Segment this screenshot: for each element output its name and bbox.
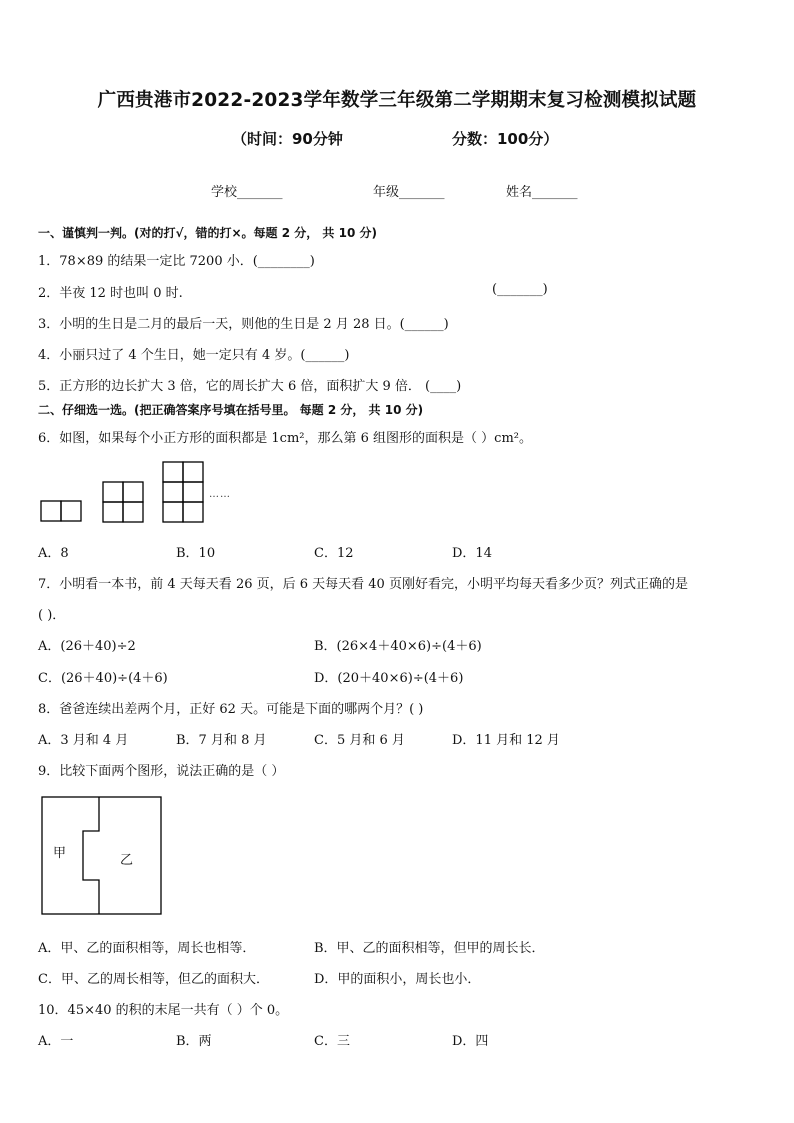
q9-option-a[interactable]: A．甲、乙的面积相等，周长也相等． [38, 941, 256, 956]
judge-question-5: 5．正方形的边长扩大 3 倍，它的周长扩大 6 倍，面积扩大 9 倍． (____) [38, 379, 462, 394]
q9-divider-line [83, 797, 99, 914]
q10-text: 10．45×40 的积的末尾一共有（ ）个 0。 [38, 1003, 289, 1018]
q10-option-b[interactable]: B．两 [176, 1034, 212, 1049]
q9-text: 9．比较下面两个图形，说法正确的是（ ） [38, 764, 285, 779]
q10-option-c[interactable]: C．三 [314, 1034, 350, 1049]
q6-ellipsis: …… [209, 489, 231, 500]
q8-option-c[interactable]: C．5 月和 6 月 [314, 733, 405, 748]
q7-text-line2: ( )． [38, 608, 66, 623]
q6-text: 6．如图，如果每个小正方形的面积都是 1cm²，那么第 6 组图形的面积是（ ）cm²。 [38, 431, 532, 446]
q8-option-a[interactable]: A．3 月和 4 月 [38, 733, 129, 748]
q10-option-d[interactable]: D．四 [452, 1034, 489, 1049]
score-label: 分数：100分） [452, 130, 559, 148]
grade-field[interactable]: 年级_______ [373, 185, 445, 200]
q7-option-b[interactable]: B．(26×4＋40×6)÷(4＋6) [314, 639, 482, 654]
q8-option-b[interactable]: B．7 月和 8 月 [176, 733, 267, 748]
time-label: （时间：90分钟 [232, 130, 343, 148]
judge-question-1: 1．78×89 的结果一定比 7200 小．(________) [38, 254, 315, 269]
q10-option-a[interactable]: A．一 [38, 1034, 74, 1049]
judge-question-2-blank[interactable]: (_______) [492, 282, 548, 297]
q6-option-a[interactable]: A．8 [38, 546, 69, 561]
judge-question-4: 4．小丽只过了 4 个生日，她一定只有 4 岁。(______) [38, 348, 350, 363]
name-field[interactable]: 姓名_______ [506, 185, 578, 200]
q9-label-yi: 乙 [120, 853, 134, 868]
q8-text: 8．爸爸连续出差两个月，正好 62 天。可能是下面的哪两个月？( ) [38, 702, 424, 717]
judge-question-3: 3．小明的生日是二月的最后一天，则他的生日是 2 月 28 日。(______) [38, 317, 449, 332]
q6-option-b[interactable]: B．10 [176, 546, 216, 561]
q9-option-c[interactable]: C．甲、乙的周长相等，但乙的面积大． [38, 972, 269, 987]
section-1-heading: 一、谨慎判一判。(对的打√，错的打×。每题 2 分， 共 10 分) [38, 226, 377, 240]
section-2-heading: 二、仔细选一选。(把正确答案序号填在括号里。 每题 2 分， 共 10 分) [38, 403, 424, 417]
page-title: 广西贵港市2022-2023学年数学三年级第二学期期末复习检测模拟试题 [97, 90, 697, 111]
q7-option-a[interactable]: A．(26＋40)÷2 [38, 639, 136, 654]
q9-option-b[interactable]: B．甲、乙的面积相等，但甲的周长长． [314, 941, 545, 956]
judge-question-2: 2．半夜 12 时也叫 0 时. [38, 286, 183, 301]
q6-option-c[interactable]: C．12 [314, 546, 354, 561]
q7-text-line1: 7．小明看一本书，前 4 天每天看 26 页，后 6 天每天看 40 页刚好看完，小明平均每天看多少页？列式正确的是 [38, 577, 688, 592]
school-field[interactable]: 学校_______ [211, 185, 283, 200]
q9-option-d[interactable]: D．甲的面积小，周长也小． [314, 972, 481, 987]
q8-option-d[interactable]: D．11 月和 12 月 [452, 733, 560, 748]
q7-option-d[interactable]: D．(20＋40×6)÷(4＋6) [314, 671, 464, 686]
q9-label-jia: 甲 [53, 846, 67, 861]
q7-option-c[interactable]: C．(26＋40)÷(4＋6) [38, 671, 168, 686]
q6-option-d[interactable]: D．14 [452, 546, 492, 561]
